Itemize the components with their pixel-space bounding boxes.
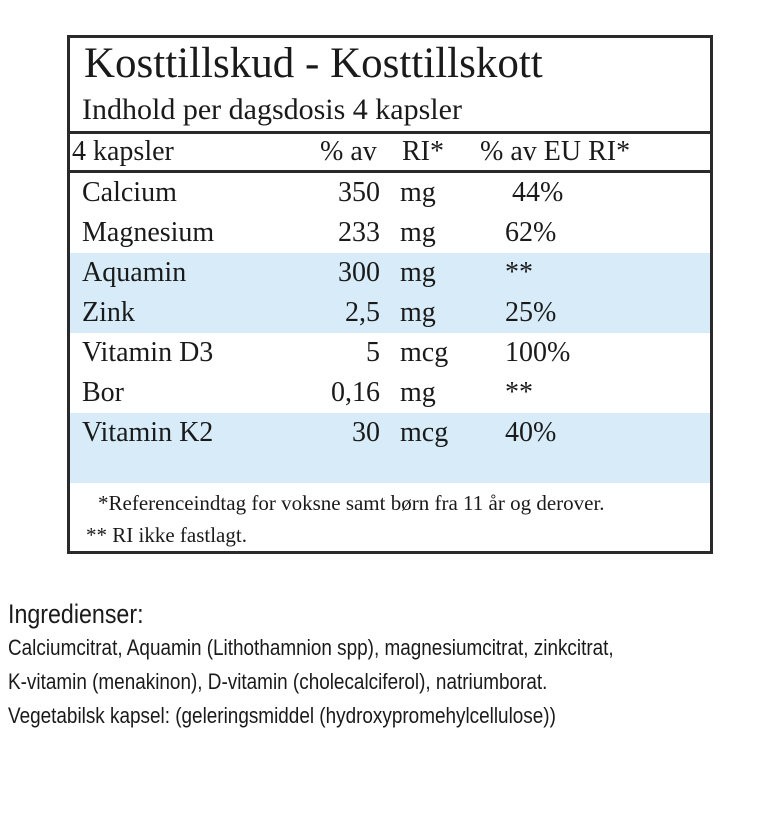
nutrient-amount: 2,5 — [345, 297, 380, 328]
panel-title: Kosttillskud - Kosttillskott — [84, 40, 543, 87]
ingredients-line: K-vitamin (menakinon), D-vitamin (cholecalciferol), natriumborat. — [8, 669, 548, 694]
table-row — [70, 253, 710, 293]
header-col-kapsler: 4 kapsler — [72, 136, 174, 167]
table-spacer — [70, 453, 710, 483]
nutrient-percent: 62% — [505, 217, 557, 248]
nutrient-percent: 44% — [505, 177, 564, 208]
nutrient-amount: 233 — [338, 217, 380, 248]
nutrient-amount: 5 — [366, 337, 380, 368]
header-col-eu-ri: % av EU RI* — [480, 136, 631, 167]
nutrient-unit: mcg — [400, 417, 449, 448]
nutrition-panel — [67, 35, 713, 554]
nutrient-unit: mg — [400, 297, 436, 328]
nutrient-name: Zink — [82, 297, 135, 328]
ingredients-section — [8, 597, 773, 733]
table-row — [70, 173, 710, 213]
panel-subtitle: Indhold per dagsdosis 4 kapsler — [82, 93, 462, 126]
nutrient-percent: 40% — [505, 417, 557, 448]
nutrient-unit: mg — [400, 177, 436, 208]
nutrient-unit: mg — [400, 217, 436, 248]
nutrient-unit: mg — [400, 257, 436, 288]
nutrient-amount: 30 — [352, 417, 380, 448]
nutrient-percent: 100% — [505, 337, 571, 368]
ingredients-title: Ingredienser: — [8, 599, 144, 629]
header-col-ri: RI* — [402, 136, 444, 167]
ingredients-line: Vegetabilsk kapsel: (geleringsmiddel (hydroxypromehylcellulose)) — [8, 703, 556, 728]
table-row — [70, 213, 710, 253]
divider — [70, 131, 710, 134]
nutrient-name: Calcium — [82, 177, 177, 208]
header-col-pct: % av — [320, 136, 377, 167]
nutrient-table — [70, 173, 710, 483]
nutrient-percent: 25% — [505, 297, 557, 328]
nutrient-name: Bor — [82, 377, 124, 408]
ingredients-line: Calciumcitrat, Aquamin (Lithothamnion spp), magnesiumcitrat, zinkcitrat, — [8, 635, 614, 660]
footnote-ri: *Referenceindtag for voksne samt børn fra 11 år og derover. — [98, 491, 605, 515]
nutrient-unit: mcg — [400, 337, 449, 368]
footnote-not-established: ** RI ikke fastlagt. — [86, 523, 247, 547]
table-row — [70, 413, 710, 453]
table-row — [70, 333, 710, 373]
nutrient-name: Vitamin K2 — [82, 417, 214, 448]
table-row — [70, 293, 710, 333]
nutrient-amount: 300 — [338, 257, 380, 288]
table-row — [70, 373, 710, 413]
nutrient-percent: ** — [505, 257, 533, 288]
nutrient-name: Aquamin — [82, 257, 187, 288]
nutrient-name: Magnesium — [82, 217, 215, 248]
nutrient-unit: mg — [400, 377, 436, 408]
nutrient-amount: 350 — [338, 177, 380, 208]
nutrient-amount: 0,16 — [331, 377, 380, 408]
nutrient-percent: ** — [505, 377, 533, 408]
nutrient-name: Vitamin D3 — [82, 337, 214, 368]
